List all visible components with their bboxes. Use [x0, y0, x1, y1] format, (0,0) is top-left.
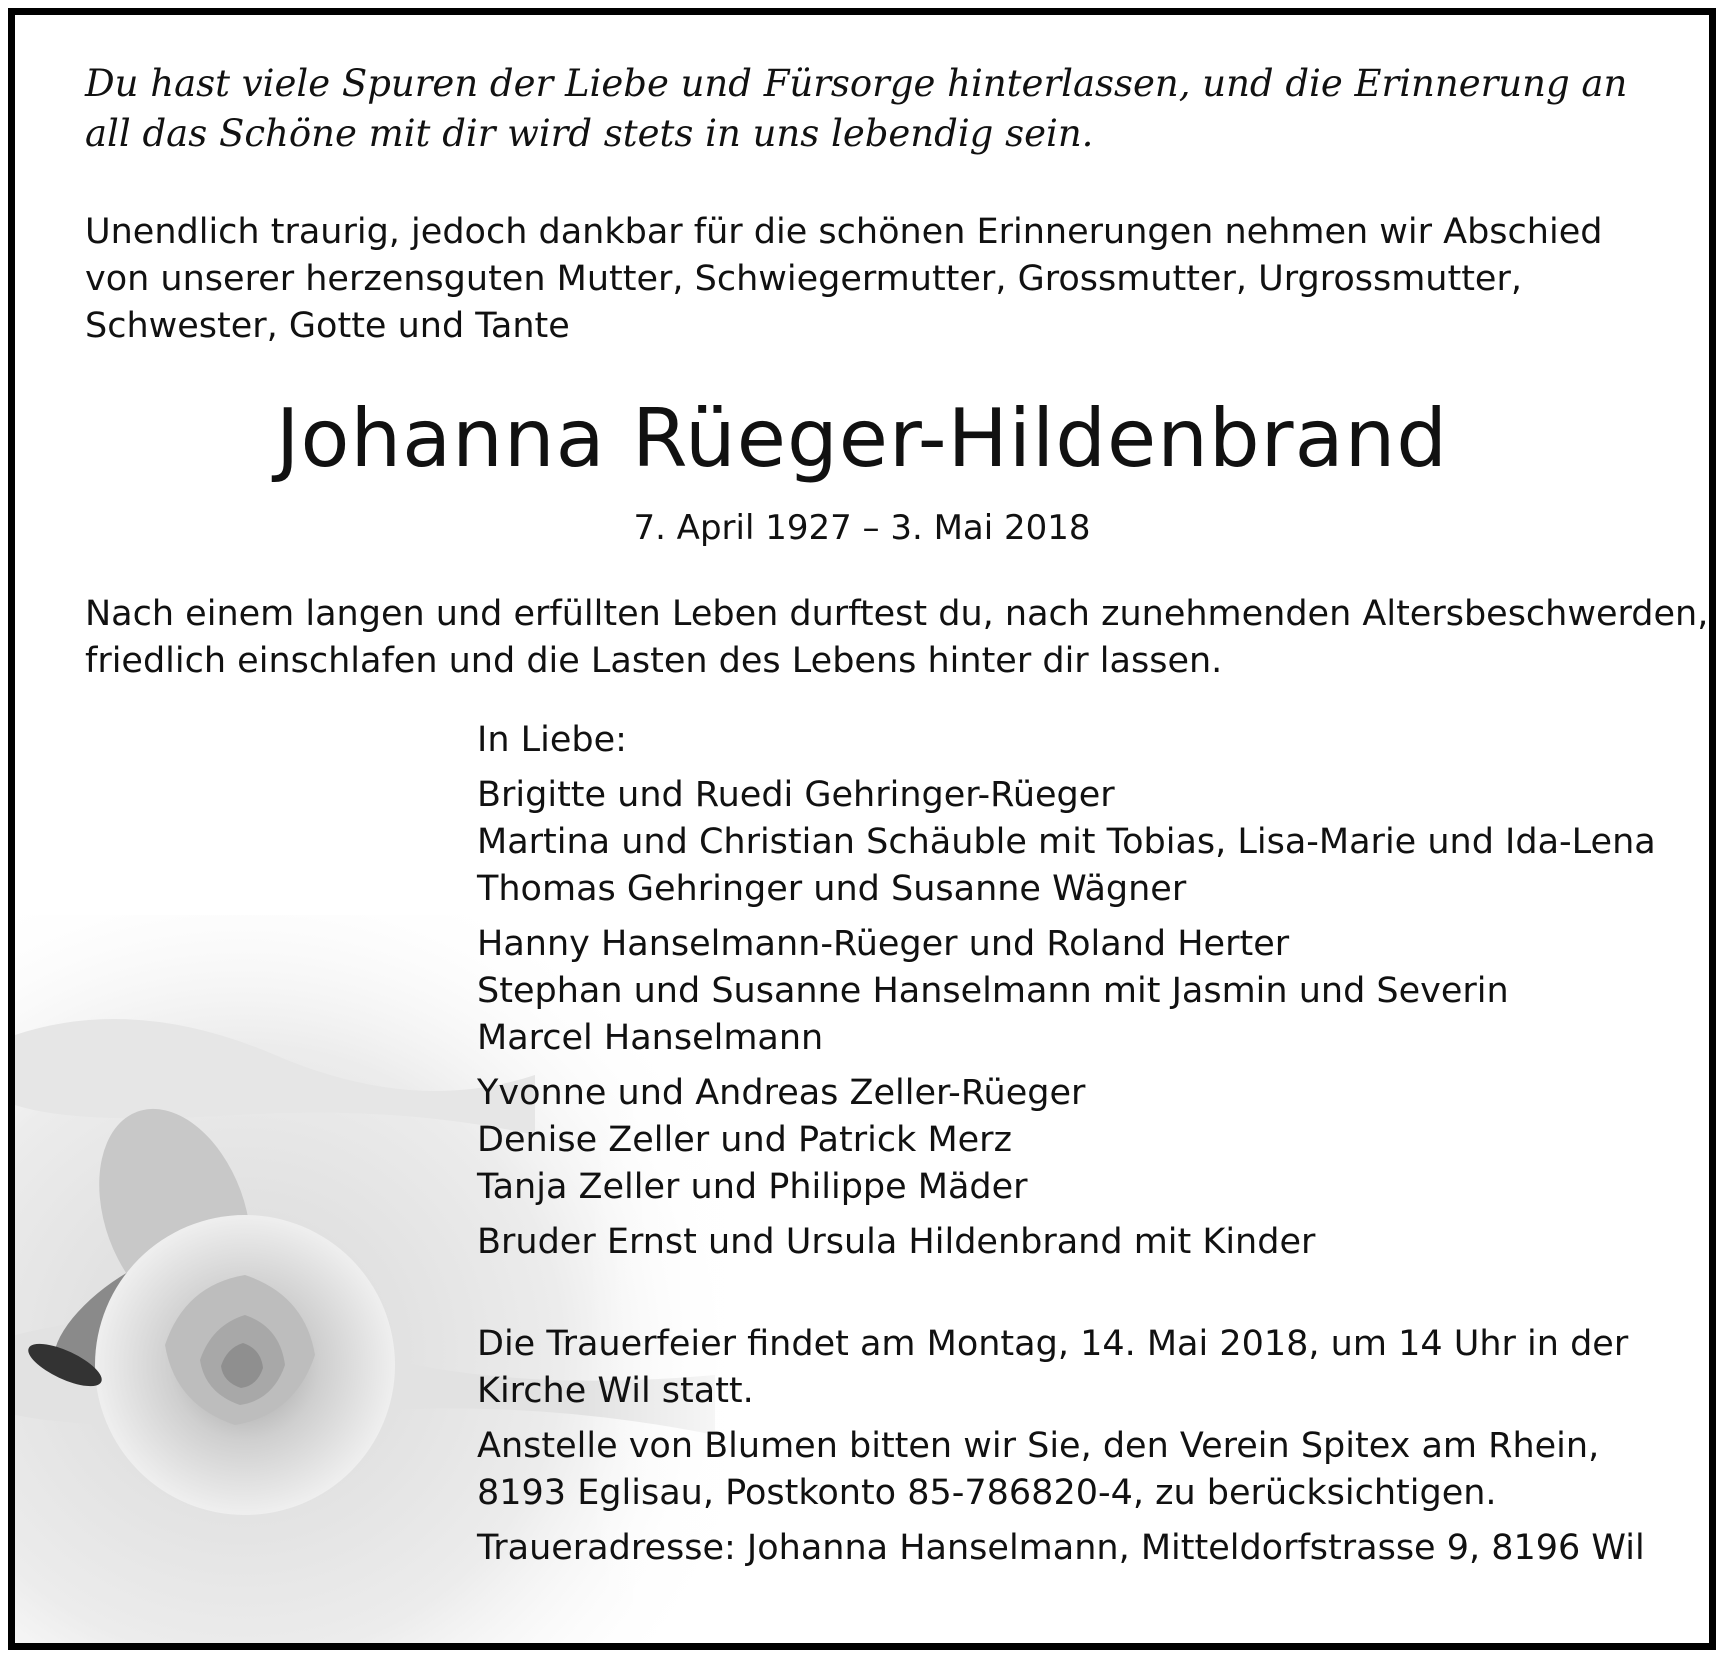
closing-info [477, 1321, 1645, 1580]
deceased-name: Johanna Rüeger-Hildenbrand [275, 392, 1449, 485]
closing-line: Anstelle von Blumen bitten wir Sie, den Verein Spitex am Rhein, [477, 1426, 1600, 1466]
opening-quote [85, 59, 1627, 159]
obituary-frame [8, 8, 1716, 1650]
intro-line: Schwester, Gotte und Tante [85, 306, 570, 346]
family-group [477, 1070, 1656, 1211]
life-dates: 7. April 1927 – 3. Mai 2018 [633, 508, 1091, 548]
quote-line: Du hast viele Spuren der Liebe und Fürsorge hinterlassen, und die Erinnerung an [85, 62, 1628, 105]
mourner-line: Yvonne und Andreas Zeller-Rüeger [477, 1073, 1086, 1113]
intro-paragraph [85, 209, 1602, 350]
mourner-line: Tanja Zeller und Philippe Mäder [477, 1167, 1028, 1207]
intro-line: von unserer herzensguten Mutter, Schwiegermutter, Grossmutter, Urgrossmutter, [85, 259, 1522, 299]
life-line: Nach einem langen und erfüllten Leben durftest du, nach zunehmenden Altersbeschwerden, [85, 594, 1709, 634]
closing-line: Traueradresse: Johanna Hanselmann, Mitteldorfstrasse 9, 8196 Wil [477, 1528, 1645, 1568]
mourner-line: Stephan und Susanne Hanselmann mit Jasmin und Severin [477, 971, 1509, 1011]
mourners-label: In Liebe: [477, 720, 627, 760]
closing-line: Die Trauerfeier findet am Montag, 14. Mai 2018, um 14 Uhr in der [477, 1324, 1629, 1364]
mourner-line: Marcel Hanselmann [477, 1018, 824, 1058]
life-paragraph [85, 591, 1708, 685]
mourners-list [477, 717, 1656, 1274]
mourner-line: Denise Zeller und Patrick Merz [477, 1120, 1012, 1160]
mourner-line: Thomas Gehringer und Susanne Wägner [477, 869, 1187, 909]
family-group [477, 772, 1656, 913]
mourner-line: Martina und Christian Schäuble mit Tobias, Lisa-Marie und Ida-Lena [477, 822, 1656, 862]
funeral-service-info [477, 1321, 1645, 1415]
intro-line: Unendlich traurig, jedoch dankbar für die schönen Erinnerungen nehmen wir Abschied [85, 212, 1603, 252]
donation-info [477, 1423, 1645, 1517]
life-line: friedlich einschlafen und die Lasten des Lebens hinter dir lassen. [85, 641, 1223, 681]
mourner-line: Bruder Ernst und Ursula Hildenbrand mit Kinder [477, 1222, 1316, 1262]
mourner-line: Hanny Hanselmann-Rüeger und Roland Herter [477, 924, 1290, 964]
family-group [477, 921, 1656, 1062]
closing-line: 8193 Eglisau, Postkonto 85-786820-4, zu berücksichtigen. [477, 1473, 1497, 1513]
quote-line: all das Schöne mit dir wird stets in uns lebendig sein. [85, 112, 1094, 155]
family-group [477, 1219, 1656, 1266]
mourning-address [477, 1525, 1645, 1572]
mourner-line: Brigitte und Ruedi Gehringer-Rüeger [477, 775, 1115, 815]
closing-line: Kirche Wil statt. [477, 1371, 754, 1411]
